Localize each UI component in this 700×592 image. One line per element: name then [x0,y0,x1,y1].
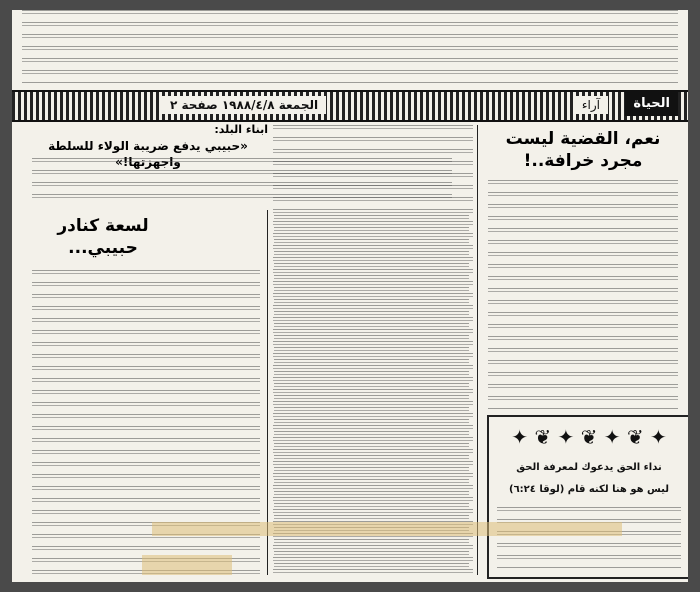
right-article-headline: نعم، القضية ليست مجرد خرافة..! [505,129,661,171]
ad-box [487,415,688,579]
left-article-headline: «حبيبي يدفع ضريبة الولاء للسلطة واجهزتها!» [48,139,248,169]
left-sub-headline: لسعة كنادر حبيبي... [57,216,149,258]
text-lines [488,180,678,410]
text-lines [22,10,678,85]
page-header-band [12,90,688,122]
left-intro-text [32,158,452,203]
section-label: آراء [574,96,608,114]
column-divider [477,125,478,575]
ad-line-2: ليس هو هنا لكنه قام (لوقا ٦:٢٤) [509,484,669,495]
right-column-text [488,180,678,410]
newspaper-page [12,10,688,582]
ad-body-text [497,507,681,569]
adhesive-tape-mark [142,555,232,575]
text-lines [497,507,681,569]
text-lines [32,158,452,203]
newspaper-logo: الحياة [625,92,678,116]
issue-date: الجمعة ١٩٨٨/٤/٨ صفحة ٢ [162,96,326,114]
decorative-calligraphy-icon: ✦ ❦ ✦ ❦ ✦ ❦ ✦ [511,425,667,449]
column-divider [267,210,268,575]
top-text-block [22,10,678,85]
left-article-kicker: ابناء البلد: [214,123,268,136]
left-subcolumn-text [274,215,469,575]
adhesive-tape-mark [152,522,622,536]
ad-line-1: نداء الحق يدعوك لمعرفة الحق [516,462,662,473]
text-lines [274,215,469,575]
